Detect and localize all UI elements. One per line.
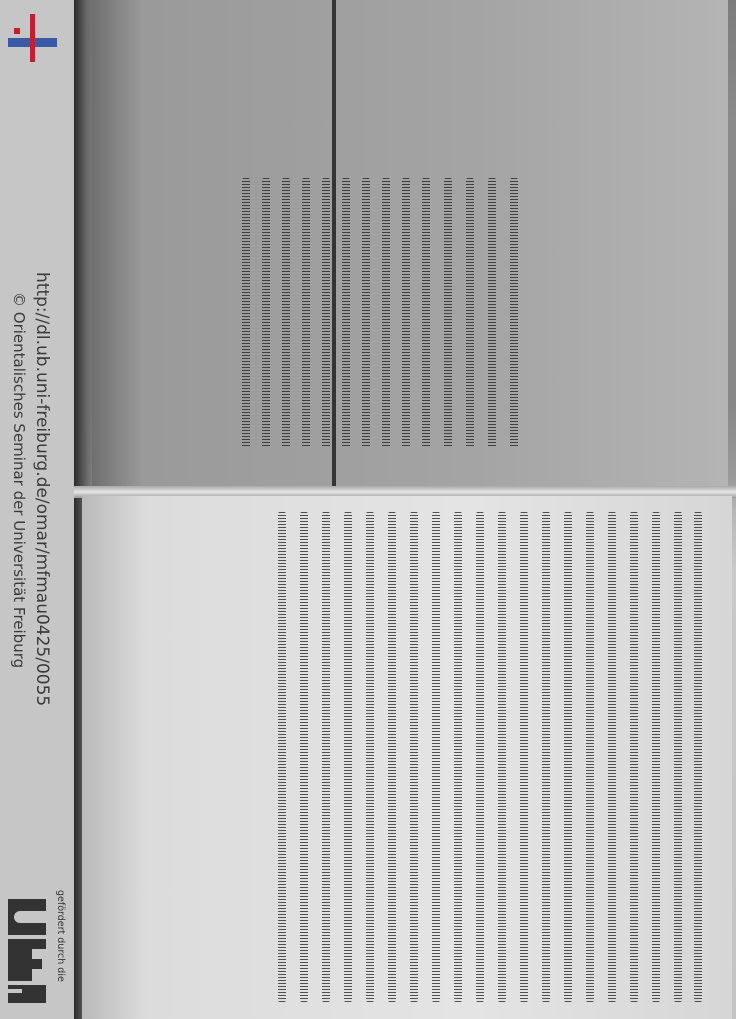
text-line [694,512,702,1002]
text-line [262,178,270,448]
text-line [564,512,572,1002]
text-line [454,512,462,1002]
dfg-logo-icon [4,895,50,1007]
sidebar [0,0,74,1019]
manuscript-page-right [82,496,732,1019]
permalink-url[interactable]: http://dl.ub.uni-freiburg.de/omar/mfmau0425/0055 [32,272,52,707]
text-line [410,512,418,1002]
text-line [362,178,370,448]
center-crease-line [332,0,336,490]
text-line [242,178,250,448]
text-line [302,178,310,448]
manuscript-scan [74,0,736,1019]
text-line [278,512,286,1002]
text-line [322,512,330,1002]
text-line [476,512,484,1002]
text-line [498,512,506,1002]
text-line [432,512,440,1002]
text-line [344,512,352,1002]
text-line [322,178,330,448]
text-line [388,512,396,1002]
text-line [342,178,350,448]
text-line [300,512,308,1002]
text-line [586,512,594,1002]
text-line [366,512,374,1002]
funding-note: gefördert durch die [55,890,66,982]
copyright-text: © Orientalisches Seminar der Universität Freiburg [10,292,28,669]
text-line [422,178,430,448]
text-line [630,512,638,1002]
text-line [510,178,518,448]
manuscript-page-left [92,0,728,490]
ub-freiburg-logo-icon [6,10,62,66]
text-line [488,178,496,448]
text-line [466,178,474,448]
text-line [382,178,390,448]
text-line [608,512,616,1002]
text-line [402,178,410,448]
text-line [520,512,528,1002]
text-line [674,512,682,1002]
text-line [542,512,550,1002]
text-line [282,178,290,448]
text-line [652,512,660,1002]
text-line [444,178,452,448]
